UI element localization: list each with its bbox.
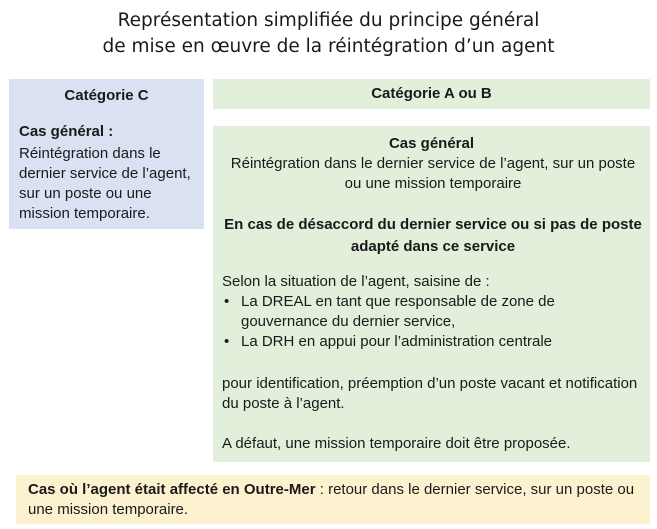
outre-mer-rest: : retour dans le dernier service, sur un poste ou une mission temporaire. <box>28 481 635 518</box>
category-ab-header: Catégorie A ou B <box>371 85 492 102</box>
bullet-text-dreal: La DREAL en tant que responsable de zone de gouvernance du dernier service, <box>241 293 555 330</box>
ab-bullet-list <box>222 292 642 352</box>
category-c-box <box>9 79 204 229</box>
title-line-1: Représentation simplifiée du principe général <box>117 10 540 31</box>
outre-mer-bold: Cas où l’agent était affecté en Outre-Mer <box>28 481 316 498</box>
category-c-header: Catégorie C <box>64 87 149 104</box>
ab-fallback: A défaut, une mission temporaire doit être proposée. <box>222 435 571 452</box>
bullet-icon: • <box>224 293 230 310</box>
ab-intro: Selon la situation de l’agent, saisine de : <box>222 273 490 290</box>
ab-general-text: Réintégration dans le dernier service de l’agent, sur un poste ou une mission temporaire <box>230 155 636 192</box>
list-item <box>222 332 642 352</box>
category-c-case-text: Réintégration dans le dernier service de l’agent, sur un poste ou une mission temporaire. <box>19 145 191 222</box>
outre-mer-text <box>28 480 643 520</box>
ab-identification: pour identification, préemption d’un poste vacant et notification du poste à l’agent. <box>222 375 638 412</box>
outre-mer-box <box>16 475 650 524</box>
category-c-case-title: Cas général : <box>19 123 114 140</box>
diagram-title <box>0 8 657 60</box>
bullet-icon: • <box>224 333 230 350</box>
ab-disagreement-title: En cas de désaccord du dernier service ou si pas de poste adapté dans ce service <box>224 216 642 255</box>
ab-general-title: Cas général <box>388 135 475 152</box>
list-item <box>222 292 642 332</box>
bullet-text-drh: La DRH en appui pour l’administration centrale <box>241 333 553 350</box>
category-ab-body <box>213 126 650 462</box>
title-line-2: de mise en œuvre de la réintégration d’un agent <box>102 36 555 57</box>
category-ab-header-box <box>213 79 650 109</box>
